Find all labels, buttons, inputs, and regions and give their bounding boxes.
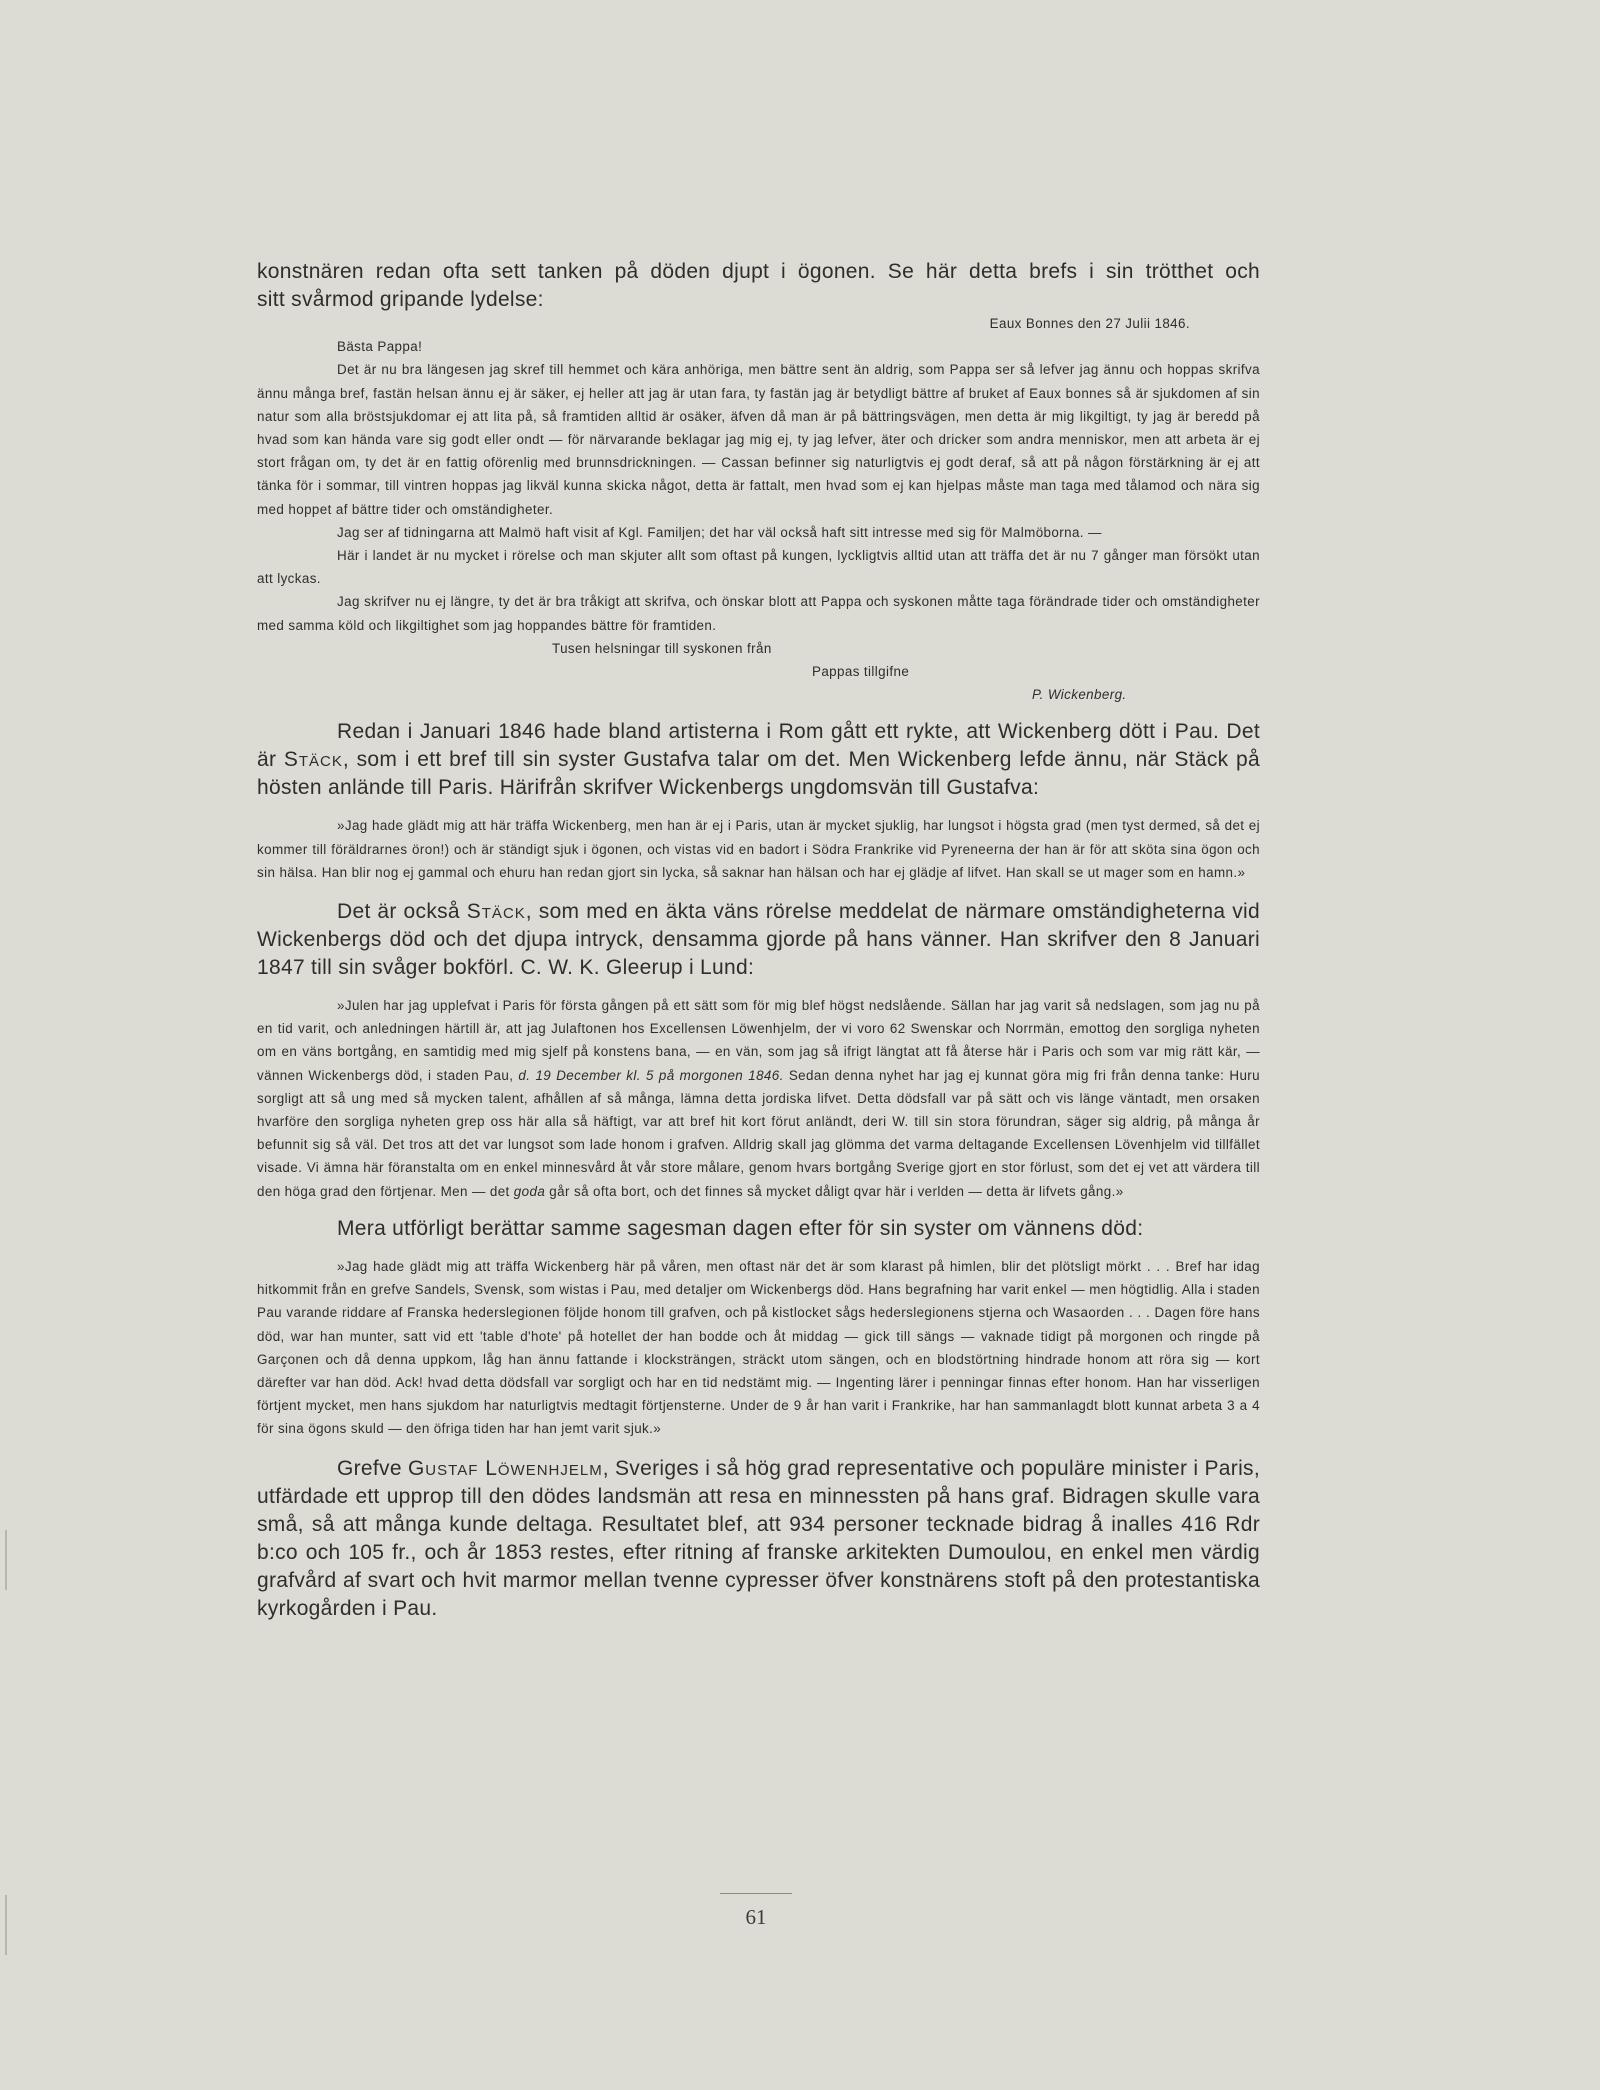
letter-closing: Tusen helsningar till syskonen från: [552, 640, 772, 656]
paragraph-monument: Grefve Gustaf Löwenhjelm, Sveriges i så hög grad representative och populäre minister i Paris, utfärdade ett upprop till den dödes landsmän att resa en minnessten på hans graf. Bidragen skulle vara små, så att många kunde deltaga. Resultatet blef, att 934 personer tecknade bidrag å inalles 416 Rdr b:co och 105 fr., och år 1853 restes, efter ritning af franske arkitekten Dumoulou, en enkel men värdig grafvård af svart och hvit marmor mellan tvenne cypresser öfver konstnärens stoft på den protestantiska kyrkogården i Pau.: [257, 1456, 1260, 1620]
folio-rule: [720, 1893, 792, 1894]
text-column: [257, 258, 1260, 1623]
person-name: Stäck: [466, 900, 526, 924]
page-edge-mark: [5, 1895, 7, 1955]
person-name: Gustaf Löwenhjelm: [407, 1456, 603, 1480]
letter-paragraph: Här i landet är nu mycket i rörelse och man skjuter allt som oftast på kungen, lyckligtvis alltid utan att träffa det är nu 7 gånger man försökt utan att lyckas.: [257, 548, 1260, 587]
letter-dateline: Eaux Bonnes den 27 Julii 1846.: [989, 316, 1190, 331]
letter-paragraph: Det är nu bra längesen jag skref till hemmet och kära anhöriga, men bättre sent än aldrig, som Pappa ser så lefver jag ännu och hoppas skrifva ännu många bref, fastän helsan ännu ej är säker, ej heller att jag är utan fara, ty fastän jag är betydligt bättre af bruket af Eaux bonnes så är sjukdomen af sin natur som alla bröstsjukdomar ej att lita på, så framtiden alltid är osäker, äfven då man är på bättringsvägen, men detta är mig likgiltigt, ty jag är beredd på hvad som kan hända vare sig godt eller ondt — för närvarande beklagar jag mig ej, ty jag lefver, äter och dricker som andra menniskor, men att arbeta är ej stort frågan om, ty det är en fattig oförenlig med brunnsdrickningen. — Cassan befinner sig naturligtvis ej godt deraf, så att på någon förstärkning är ej att tänka för i sommar, till vintren hoppas jag likväl kunna skicka något, detta är fattalt, men hvad som ej kan hjelpas måste man taga med tålamod och nära sig med hoppet af bättre tider och omständigheter.: [257, 362, 1260, 517]
person-name: Stäck: [283, 748, 343, 772]
intro-line-2: sitt svårmod gripande lydelse:: [257, 288, 544, 311]
paragraph-death-news: Det är också Stäck, som med en äkta väns rörelse meddelat de närmare omständigheterna vid Wickenbergs död och det djupa intryck, densamma gjorde på hans vänner. Han skrifver den 8 Januari 1847 till sin svåger bokförl. C. W. K. Gleerup i Lund:: [257, 900, 1260, 980]
page-edge-mark: [5, 1530, 7, 1590]
letter-paragraph: Jag ser af tidningarna att Malmö haft visit af Kgl. Familjen; det har väl också haft sitt intresse med sig för Malmöborna. —: [337, 524, 1102, 540]
quote-to-sister: »Jag hade glädt mig att träffa Wickenberg här på våren, men oftast när det är som klarast på himlen, blir det plötsligt mörkt . . . Bref har idag hitkommit från en grefve Sandels, Svensk, som wistas i Pau, med detaljer om Wickenbergs död. Hans begrafning har varit enkel — men högtidlig. Alla i staden Pau varande riddare af Franska hederslegionen följde honom till grafven, och på kistlocket sågs hederslegionens stjerna och Wasaorden . . . Dagen före hans död, war han munter, satt vid ett 'table d'hote' på hotellet der han bodde och åt middag — gick till sängs — vaknade tidigt på morgonen och ringde på Garçonen och då denna uppkom, låg han ännu fattande i klocksträngen, sträckt utom sängen, och en blodstörtning hindrade honom att röra sig — kort därefter var han död. Ack! hvad detta dödsfall var sorgligt och har en tid nedstämt mig. — Ingenting lärer i penningar finnas efter honom. Han har visserligen förtjent mycket, men hans sjukdom har naturligtvis medtagit förtjensterne. Under de 9 år han varit i Frankrike, har han sammanlagdt blott kunnat arbeta 3 a 4 för sina ögons skuld — den öfriga tiden har han jemt varit sjuk.»: [257, 1258, 1260, 1437]
quote-to-gleerup: »Julen har jag upplefvat i Paris för första gången på ett sätt som för mig blef högst nedslående. Sällan har jag varit så nedslagen, som jag nu på en tid varit, och anledningen härtill är, att jag Julaftonen hos Excellensen Löwenhjelm, der vi voro 62 Swenskar och Norrmän, emottog den sorgliga nyheten om en väns bortgång, en samtidig med mig sjelf på konstens bana, — en vän, som jag så ifrigt längtat att få återse här i Paris och som var mig rätt kär, — vännen Wickenbergs död, i staden Pau, d. 19 December kl. 5 på morgonen 1846. Sedan denna nyhet har jag ej kunnat göra mig fri från denna tanke: Huru sorgligt att så ung med så mycken talent, afhållen af så många, lämna detta jordiska lifvet. Detta dödsfall var på sätt och vis länge väntadt, men orsaken hvarföre den sorgliga nyheten grep oss här alla så häftigt, var att bref hit kort förut anländt, deri W. till sin stora förundran, säger sig aldrig, på många år befunnit sig så väl. Det tros att det var lungsot som lade honom i grafven. Alldrig skall jag glömma det varma deltagande Excellensen Lövenhjelm vid tillfället visade. Vi ämna här föranstalta om en enkel minnesvård åt vår store målare, genom hvars bortgång Sverige gjort en stor förlust, som det ej vet att värdera till den höga grad den förtjenar. Men — det goda går så ofta bort, och det finnes så mycket dåligt qvar här i verlden — detta är lifvets gång.»: [257, 998, 1260, 1199]
death-date: d. 19 December kl. 5 på morgonen 1846.: [518, 1067, 784, 1083]
letter-paragraph: Jag skrifver nu ej längre, ty det är bra tråkigt att skrifva, och önskar blott att Pappa och syskonen måtte taga förändrade tider och omständigheter med samma köld och likgiltighet som jag hoppandes bättre för framtiden.: [257, 594, 1260, 633]
letter-signature: P. Wickenberg.: [1032, 687, 1127, 703]
page-number: 61: [745, 1905, 767, 1929]
paragraph-rumor: Redan i Januari 1846 hade bland artisterna i Rom gått ett rykte, att Wickenberg dött i Pau. Det är Stäck, som i ett bref till sin syster Gustafva talar om det. Men Wickenberg lefde ännu, när Stäck på hösten anlände till Paris. Härifrån skrifver Wickenbergs ungdomsvän till Gustafva:: [257, 720, 1260, 800]
emphasis: goda: [513, 1183, 546, 1199]
intro-line-1: konstnären redan ofta sett tanken på döden djupt i ögonen. Se här detta brefs i sin trötthet och: [257, 260, 1260, 283]
quoted-letter: [257, 312, 1260, 706]
paragraph-sister-letter: Mera utförligt berättar samme sagesman dagen efter för sin syster om vännens död:: [337, 1216, 1144, 1240]
letter-salutation: Bästa Pappa!: [337, 339, 423, 355]
quote-to-gustafva: »Jag hade glädt mig att här träffa Wickenberg, men han är ej i Paris, utan är mycket sjuklig, har lungsot i högsta grad (men tyst dermed, så det ej kommer till föräldrarnes öron!) och är ständigt sjuk i ögonen, och vistas vid en badort i Södra Frankrike vid Pyreneerna der han är för att sköta sina ögon och sin hälsa. Han blir nog ej gammal och ehuru han redan gjort sin lycka, så saknar han hälsan och har ej glädje af lifvet. Han skall se ut mager som en hamn.»: [257, 818, 1260, 880]
letter-closing-2: Pappas tillgifne: [812, 664, 910, 680]
